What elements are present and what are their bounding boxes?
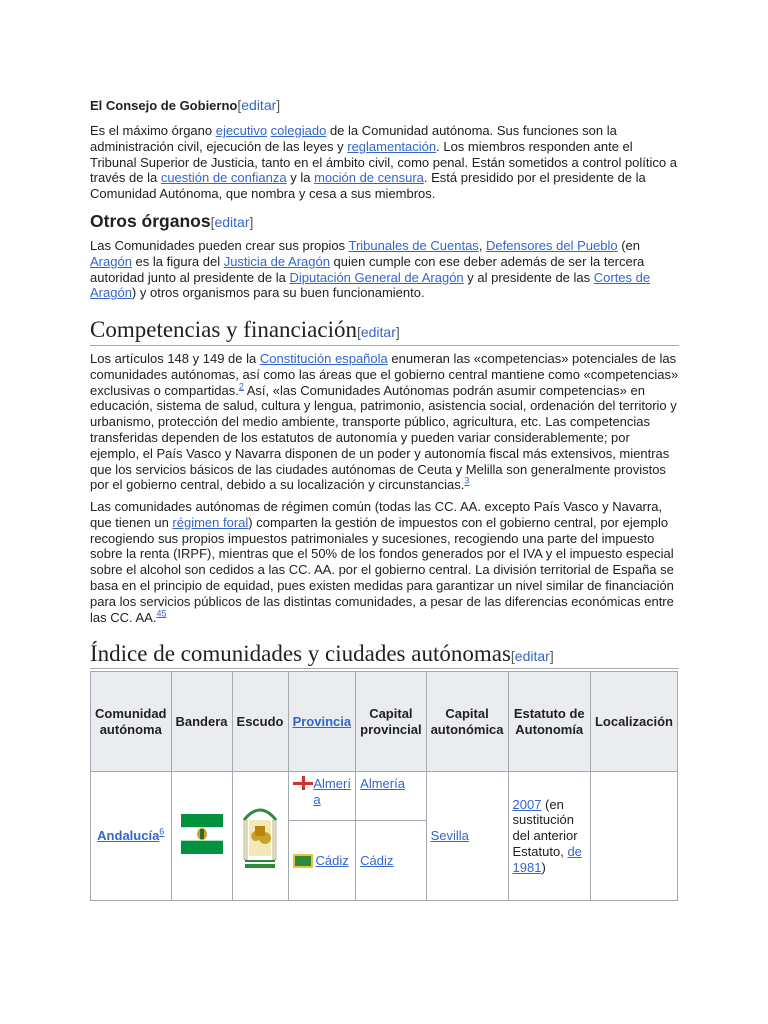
link-aragon[interactable]: Aragón xyxy=(90,253,132,269)
cell-capital-autonomica xyxy=(426,772,508,901)
comunidades-table xyxy=(90,671,678,901)
reference-6[interactable]: 6 xyxy=(159,826,165,837)
edit-bracket: ] xyxy=(276,97,281,113)
section-heading-competencias xyxy=(90,316,400,346)
reference-2[interactable]: 2 xyxy=(238,381,244,392)
section-heading-indice xyxy=(90,640,554,670)
link-justicia-aragon[interactable]: Justicia de Aragón xyxy=(223,253,330,269)
provincia-cadiz xyxy=(289,820,356,900)
link-colegiado[interactable]: colegiado xyxy=(270,123,327,138)
edit-bracket: [ xyxy=(510,648,515,664)
reference-3[interactable]: 3 xyxy=(464,476,470,487)
edit-link-otros[interactable]: editar xyxy=(214,214,250,230)
link-sevilla[interactable]: Sevilla xyxy=(430,828,469,844)
paragraph-consejo: Es el máximo órgano ejecutivo colegiado de la Comunidad autónoma. Sus funciones son la administración civil, ejecución de las leyes y reglamentación. Los miembros responden ante el Tribunal Superior de Justicia, tanto en el ámbito civil, como penal. Están sometidos a control político a través de la cuestión de confianza y la moción de censura. Está presidido por el presidente de la Comunidad Autónoma, que nombra y cesa a sus miembros. xyxy=(90,123,677,202)
link-estatuto-1981[interactable]: de 1981 xyxy=(512,843,582,875)
header-comunidad: Comunidad autónoma xyxy=(91,672,172,772)
andalucia-flag-icon[interactable] xyxy=(181,814,223,854)
header-escudo: Escudo xyxy=(232,672,288,772)
heading-text: Competencias y financiación xyxy=(90,317,357,342)
link-estatuto-2007[interactable]: 2007 xyxy=(512,796,542,812)
reference-45[interactable]: 45 xyxy=(156,608,167,619)
header-estatuto: Estatuto de Autonomía xyxy=(508,672,590,772)
section-heading-otros xyxy=(90,210,253,233)
link-regimen-foral[interactable]: régimen foral xyxy=(172,514,249,530)
provincia-almeria xyxy=(289,772,356,820)
cadiz-flag-icon[interactable] xyxy=(293,854,313,868)
link-almeria-provincia[interactable]: Almería xyxy=(313,776,351,807)
cell-comunidad xyxy=(91,772,172,901)
heading-divider xyxy=(90,668,679,669)
capital-almeria xyxy=(356,772,425,820)
link-ejecutivo[interactable]: ejecutivo xyxy=(215,123,268,138)
link-diputacion-general[interactable]: Diputación General de Aragón xyxy=(289,269,464,285)
almeria-flag-icon[interactable] xyxy=(293,776,310,790)
link-almeria-capital[interactable]: Almería xyxy=(360,776,405,791)
heading-text: Índice de comunidades y ciudades autónomas xyxy=(90,641,511,666)
header-bandera: Bandera xyxy=(171,672,232,772)
edit-bracket: ] xyxy=(549,648,554,664)
link-cuestion-confianza[interactable]: cuestión de confianza xyxy=(160,170,287,186)
link-cadiz-capital[interactable]: Cádiz xyxy=(360,852,394,868)
edit-link-competencias[interactable]: editar xyxy=(360,324,396,340)
paragraph-competencias-2: Las comunidades autónomas de régimen común (todas las CC. AA. excepto País Vasco y Navarra, que tienen un régimen foral) comparten la gestión de impuestos con el gobierno central, por ejemplo recogiendo sus propios impuestos patrimoniales y sucesiones, recogiendo una parte del impuesto sobre la renta (IRPF), mientras que el 50% de los fondos generados por el IVA y el impuesto especial sobre el alcohol son cedidos a las CC. AA. por el gobierno central. La división territorial de España se basa en el principio de equidad, pues existen medidas para garantizar un nivel similar de financiación para los servicios públicos de las distintas comunidades, a pesar de las diferencias económicas entre las CC. AA.$^{45}$ xyxy=(90,499,674,625)
header-provincia-link[interactable]: Provincia xyxy=(292,713,352,729)
cell-bandera xyxy=(171,772,232,901)
edit-link-consejo[interactable]: editar xyxy=(241,97,277,113)
link-constitucion[interactable]: Constitución española xyxy=(259,351,388,366)
edit-bracket: ] xyxy=(395,324,400,340)
header-capital-autonomica: Capital autonómica xyxy=(426,672,508,772)
link-reglamentacion[interactable]: reglamentación xyxy=(347,138,437,154)
cell-escudo xyxy=(232,772,288,901)
andalucia-coat-of-arms-icon[interactable] xyxy=(241,798,279,870)
link-tribunales-cuentas[interactable]: Tribunales de Cuentas xyxy=(348,238,479,253)
header-localizacion: Localización xyxy=(590,672,677,772)
link-cadiz-provincia[interactable]: Cádiz xyxy=(315,852,349,868)
cell-estatuto: 2007 (en sustitución del anterior Estatuto, de 1981) xyxy=(508,772,590,901)
header-capital-provincial: Capital provincial xyxy=(356,672,426,772)
cell-capitales xyxy=(356,772,426,901)
edit-bracket: [ xyxy=(210,214,215,230)
table-header-row xyxy=(91,672,678,772)
paragraph-otros: Las Comunidades pueden crear sus propios Tribunales de Cuentas, Defensores del Pueblo (en Aragón es la figura del Justicia de Aragón quien cumple con ese deber además de ser la tercera autoridad junto al presidente de la Diputación General de Aragón y al presidente de las Cortes de Aragón) y otros organismos para su buen funcionamiento. xyxy=(90,238,651,301)
edit-link-indice[interactable]: editar xyxy=(514,648,550,664)
table-row xyxy=(91,772,678,901)
edit-bracket: ] xyxy=(249,214,254,230)
paragraph-competencias-1: Los artículos 148 y 149 de la Constitución española enumeran las «competencias» potenciales de las comunidades autónomas, así como las áreas que el gobierno central mantiene como «competencias» exclusivas o compartidas.$^2$ Así, «las Comunidades Autónomas podrán asumir competencias» en educación, sistema de salud, cultura y lengua, patrimonio, asistencia social, ordenación del territorio y urbanismo, protección del medio ambiente, transporte público, agricultura, etc. Las competencias transferidas dependen de los estatutos de autonomía y pueden variar considerablemente; por ejemplo, el País Vasco y Navarra disponen de un poder y autonomía fiscal más extensivos, mientras que los servicios básicos de las ciudades autónomas de Ceuta y Melilla son generalmente provistos por el gobierno central, debido a su localización y circunstancias.$^3$ xyxy=(90,351,679,493)
cell-provincias xyxy=(288,772,356,901)
heading-text: El Consejo de Gobierno xyxy=(90,98,238,113)
edit-bracket: [ xyxy=(237,97,242,113)
heading-divider xyxy=(90,345,679,346)
link-mocion-censura[interactable]: moción de censura xyxy=(314,170,424,186)
link-cortes-aragon[interactable]: Cortes de Aragón xyxy=(90,269,651,301)
section-heading-consejo xyxy=(90,98,280,114)
heading-text: Otros órganos xyxy=(90,211,211,231)
capital-cadiz xyxy=(356,820,425,900)
link-andalucia[interactable]: Andalucía xyxy=(97,828,160,844)
cell-localizacion xyxy=(590,772,677,901)
link-defensores-pueblo[interactable]: Defensores del Pueblo xyxy=(486,238,618,253)
edit-bracket: [ xyxy=(356,324,361,340)
header-provincia[interactable] xyxy=(288,672,356,772)
